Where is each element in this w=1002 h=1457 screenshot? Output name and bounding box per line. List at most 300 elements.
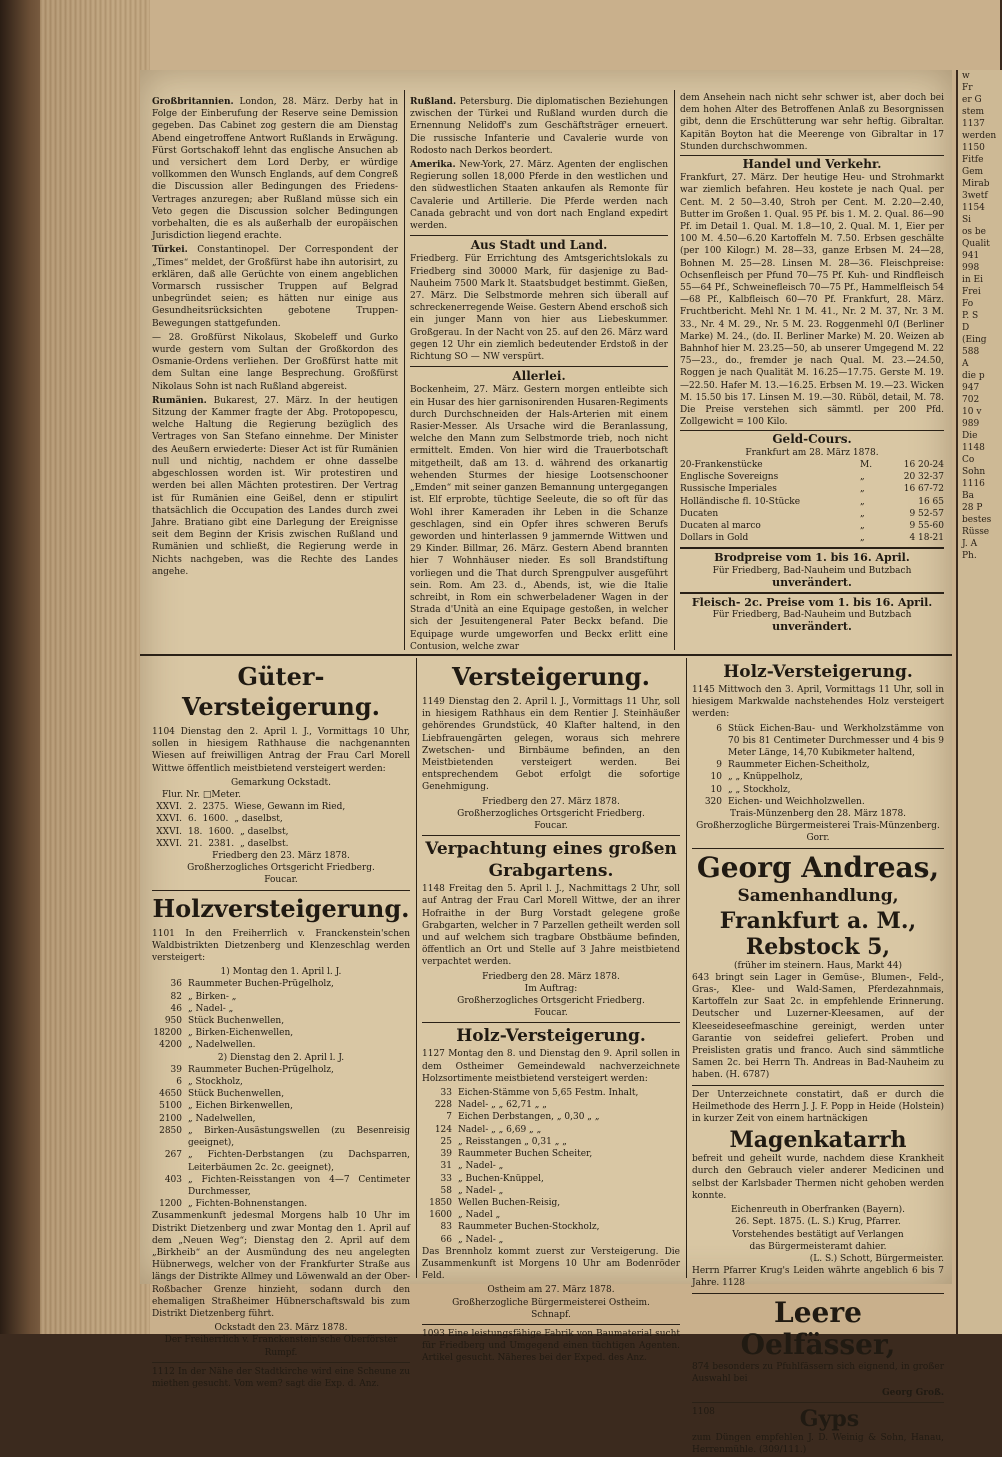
ad-holz-item-cell: Stück Buchenwellen, <box>188 1089 285 1100</box>
news-allerlei: Bockenheim, 27. März. Gestern morgen entleibte sich ein Husar des hier garnisonirenden Husaren-Regiments durch Durchschneiden der Hals-Arterien mit einem Rasier-Messer. Als Ursache wird die Beranlassung, welche den Mann zum Selbstmorde trieb, noch nicht ermittelt. Emden. Von hier wird die Trauerbotschaft mitgetheilt, daß am 13. d. während des orkanartig wehenden Sturmes der hiesige Lootsenschooner „Emden“ mit seiner ganzen Bemannung untergegangen ist. Elf erprobte, tüchtige Seeleute, die so oft für das Wohl ihrer Kameraden ihr Leben in die Schanze geschlagen, sind ein Opfer ihres schweren Berufs geworden und hinterlassen 9 jammernde Wittwen und 29 Kinder. Billmar, 26. März. Gestern Abend brannten hier 7 Wohnhäuser nieder. Es soll Brandstiftung vorliegen und die That durch Sprengpulver ausgeführt sein. Rom. Am 23. d., Abends, ist, wie die Italie schreibt, in Rom ein schwerbeladener Wagen in der Strada d'Unità an eine Equipage gestoßen, in welcher sich der Jesuitengeneral Pater Beckx befand. Die Equipage wurde umgeworfen und Beckx erlitt eine Contusion, welche zwar <box>410 385 668 652</box>
ad-ostheim-item <box>422 1148 680 1160</box>
ad-ostheim-item <box>422 1111 680 1123</box>
next-page-fragment: 1116 <box>962 479 985 489</box>
heading-america: Amerika. <box>410 160 456 171</box>
ad-gueter-row-cell: 1600. <box>208 826 235 837</box>
ad-trais-sign: Großherzogliche Bürgermeisterei Trais-Münzenberg. <box>696 821 940 832</box>
geld-cours-date: Frankfurt am 28. März 1878. <box>745 447 879 458</box>
geld-cours-currency: Englische Sovereigns <box>680 472 779 483</box>
ad-holz-item-cell: 6 <box>176 1077 182 1088</box>
geld-cours-unit: „ <box>860 508 865 519</box>
next-page-fragment: Si <box>962 215 972 225</box>
ad-trais-item-cell: Stück Eichen-Bau- und Werkholzstämme von 70 bis 81 Centimeter Durchmesser und 4 bis 9 Meter Länge, 14,70 Kubikmeter haltend, <box>728 723 944 759</box>
ad-holz-item-cell: 82 <box>170 991 182 1002</box>
news-america: Amerika. New-York, 27. März. Agenten der englischen Regierung sollen 18,000 Pferde in den westlichen und den südwestlichen Staaten ankaufen als Remonte für Cavalerie und Artillerie. Die Pferde werden nach Canada gebracht und von dort nach England expedirt werden. <box>410 160 668 232</box>
heading-allerlei: Allerlei. <box>512 369 566 384</box>
ad-gueter-row-cell: 2. <box>188 802 197 813</box>
ad-magen-sign: (L. S.) Schott, Bürgermeister. <box>809 1253 944 1264</box>
heading-verpachtung: Verpachtung eines großen <box>425 839 677 860</box>
ad-verpachtung-date: Friedberg den 28. März 1878. <box>482 971 620 982</box>
next-page-fragment: Frei <box>962 287 981 297</box>
ads-column-2 <box>422 660 680 1364</box>
next-page-fragment: Gem <box>962 167 984 177</box>
ad-trais-item-cell: 6 <box>716 723 722 734</box>
geld-cours-row <box>680 532 944 544</box>
ads-column-1 <box>152 660 410 1389</box>
ad-ostheim-item <box>422 1173 680 1185</box>
ad-fabrik: 1093 Eine leistungsfähige Fabrik von Baumaterial sucht für Friedberg und Umgegend einen tüchtigen Agenten. Artikel gesucht. Näheres bei der Exped. des Anz. <box>422 1328 680 1364</box>
ad-ostheim-item-cell: „ Reisstangen „ 0,31 „ „ <box>458 1136 567 1147</box>
next-page-fragment: Die <box>962 431 978 441</box>
ad-gyps-header <box>692 1406 944 1432</box>
news-gibraltar: dem Ansehein nach nicht sehr schwer ist, aber doch bei dem hohen Alter des Betroffenen Anlaß zu Besorgnissen gibt, denn die Erschütterung war sehr heftig. Gibraltar. Kapitän Boyton hat die Meerenge von Gibraltar in 17 Stunden durchschwommen. <box>680 93 944 152</box>
ad-holz-item <box>152 1027 410 1039</box>
ad-ostheim-item-cell: 228 <box>434 1100 452 1111</box>
ad-trais-item-cell: „ „ Knüppelholz, <box>728 772 803 783</box>
ad-holz-item <box>152 1198 410 1210</box>
column-divider <box>404 90 405 650</box>
heading-gueter-versteigerung: Güter-Versteigerung. <box>181 662 381 721</box>
next-page-fragment: bestes <box>962 515 992 525</box>
news-britain: Großbritannien. London, 28. März. Derby hat in Folge der Einberufung der Reserve seine Demission gegeben. Das Cabinet zog gestern die am Dienstag Abend eingetroffene Antwort Rußlands in Erwägung. Fürst Gortschakoff lehnt das englische Ansuchen ab und versichert dem Lord Derby, er würdige vollkommen den Wunsch Englands, auf dem Congreß die Discussion aller Bedingungen des Friedens-Vertrages anzuregen; aber Rußland müsse sich ein Veto gegen die Discussion solcher Bedingungen vorbehalten, die es als außerhalb der europäischen Jurisdiction liegend erachte. <box>152 97 398 242</box>
geld-cours-currency: Holländische fl. 10-Stücke <box>680 496 801 507</box>
geld-cours-row <box>680 520 944 532</box>
ad-ostheim-item <box>422 1124 680 1136</box>
ad-gueter-row-cell: XXVI. <box>156 814 182 825</box>
geld-cours-value: 9 52-57 <box>909 508 944 519</box>
next-page-fragment: Rüsse <box>962 527 990 537</box>
ad-ostheim-item-cell: „ Nadel- „ <box>458 1161 504 1172</box>
next-page-fragment: os be <box>962 227 986 237</box>
ad-ostheim-item-cell: 31 <box>440 1161 452 1172</box>
ad-trais-item <box>692 771 944 783</box>
ad-trais-item <box>692 796 944 808</box>
ad-ostheim-item-cell: 33 <box>440 1173 452 1184</box>
ad-ostheim-item-cell: „ Nadel- „ <box>458 1234 504 1245</box>
ad-gueter-row <box>152 801 410 813</box>
ad-ostheim-text: 1127 Montag den 8. und Dienstag den 9. April sollen in dem Ostheimer Gemeindewald nachverzeichnete Holzsortimente meistbietend versteigert werden: <box>422 1049 680 1084</box>
next-page-fragment: Fitfe <box>962 155 984 165</box>
ad-oelfaesser-name: Georg Groß. <box>882 1387 944 1398</box>
ad-gyps-text: zum Düngen empfehlen J. D. Weinig & Sohn, Hanau, Herrenmühle. (309/111.) <box>692 1433 944 1456</box>
heading-grabgartens: Grabgartens. <box>488 861 614 882</box>
ad-versteigerung-sign: Großherzogliches Ortsgericht Friedberg. <box>457 808 645 819</box>
divider-line <box>422 835 680 836</box>
ad-holz-item-cell: „ Fichten-Bohnenstangen. <box>188 1199 308 1210</box>
column-divider <box>674 90 675 650</box>
ad-ostheim-item-cell: 25 <box>440 1136 452 1147</box>
ad-gueter-row-cell: XXVI. <box>156 838 182 849</box>
next-page-fragment: 588 <box>962 347 980 357</box>
geld-cours-value: 4 18-21 <box>909 533 944 544</box>
ad-ostheim-item <box>422 1221 680 1233</box>
ad-holz-item-cell: „ Birken-Eichenwellen, <box>188 1028 294 1039</box>
ad-holz-item <box>152 991 410 1003</box>
ad-gyps-heading: Gyps <box>799 1406 860 1433</box>
ad-georg-andreas-text: 643 bringt sein Lager in Gemüse-, Blumen-, Feld-, Gras-, Klee- und Wald-Samen, Pferdezahnmais, Kartoffeln zur Saat 2c. in empfehlende Erinnerung. Deutscher und Luzerner-Kleesamen, auf der Kleeseideseefmaschine gereinigt, werden unter Garantie von seidefrei geliefert. Proben und Preislisten gratis und franco. Auch sind sämmtliche Samen 2c. bei Herrn Th. Andreas in Bad-Nauheim zu haben. (H. 6787) <box>692 972 944 1081</box>
geld-cours-unit: M. <box>860 459 873 470</box>
ad-oelfaesser-text: 874 besonders zu Pfuhlfässern sich eignend, in großer Auswahl bei <box>692 1361 944 1384</box>
geld-cours-value: 16 67-72 <box>903 484 944 495</box>
ad-ostheim-item-cell: Eichen-Stämme von 5,65 Festm. Inhalt, <box>458 1088 639 1099</box>
ad-trais-item <box>692 759 944 771</box>
brodpreise-heading: Brodpreise vom 1. bis 16. April. <box>714 551 910 565</box>
heading-holz-versteigerung-trais: Holz-Versteigerung. <box>723 662 913 682</box>
ad-holz-text: 1101 In den Freiherrlich v. Franckenstein'schen Waldbistrikten Dietzenberg und Klenzeschlag werden versteigert: <box>152 928 410 964</box>
heading-russia: Rußland. <box>410 97 457 107</box>
ad-ostheim-item-cell: Nadel- „ „ 6,69 „ „ <box>458 1124 542 1135</box>
ad-holz-item-cell: 950 <box>164 1016 182 1027</box>
divider-line <box>680 155 944 156</box>
next-page-fragment: stem <box>962 107 985 117</box>
ad-ostheim-item <box>422 1136 680 1148</box>
ad-gueter-table-head: Flur. Nr. □Meter. <box>162 790 242 801</box>
ad-ostheim-item-cell: 124 <box>434 1124 452 1135</box>
next-page-fragment: Ph. <box>962 551 977 561</box>
ad-ostheim-item <box>422 1234 680 1246</box>
ad-ostheim-item-cell: „ Buchen-Knüppel, <box>458 1173 544 1184</box>
ad-gueter-name: Foucar. <box>264 875 298 886</box>
divider-line <box>680 430 944 431</box>
ad-gueter-row-cell: 1600. <box>202 814 229 825</box>
ad-oelfaesser-heading: Leere Oelfässer, <box>740 1295 896 1361</box>
geld-cours-row <box>680 459 944 471</box>
ad-verpachtung-sign: Großherzogliches Ortsgericht Friedberg. <box>457 996 645 1007</box>
ad-gueter-row-cell: 21. <box>188 838 203 849</box>
ad-ostheim-item-cell: 1850 <box>429 1197 452 1208</box>
geld-cours-row <box>680 471 944 483</box>
ad-holz-sign: Der Freiherrlich v. Franckenstein'sche Oberförster <box>164 1335 398 1346</box>
ad-holz-item <box>152 1100 410 1112</box>
ad-trais-item-cell: 10 <box>710 784 722 795</box>
geld-cours-row <box>680 508 944 520</box>
ad-magen-confirm: Vorstehendes bestätigt auf Verlangen <box>732 1229 904 1240</box>
next-page-fragment: A <box>962 359 969 369</box>
ad-holz-item-cell: 2100 <box>159 1113 182 1124</box>
brodpreise-text: Für Friedberg, Bad-Nauheim und Butzbach <box>712 565 912 576</box>
brodpreise-tail: unverändert. <box>772 575 852 589</box>
ad-gueter-row-cell: 2381. <box>208 838 235 849</box>
ad-trais-item-cell: 9 <box>716 760 722 771</box>
ad-gueter-row-cell: „ daselbst. <box>240 838 289 849</box>
divider-line <box>692 1402 944 1403</box>
column-news-1 <box>152 96 398 652</box>
ad-scheune: 1112 In der Nähe der Stadtkirche wird eine Scheune zu miethen gesucht. Vom wem? sagt die Exp. d. Anz. <box>152 1366 410 1389</box>
ad-holz-item-cell: 4200 <box>159 1040 182 1051</box>
ad-georg-andreas-business: Samenhandlung, <box>737 885 899 906</box>
ad-versteigerung-name: Foucar. <box>534 821 568 832</box>
ad-magen-note: Herrn Pfarrer Krug's Leiden währte angeblich 6 bis 7 Jahre. 1128 <box>692 1266 944 1289</box>
ad-trais-item <box>692 723 944 760</box>
heading-handel: Handel und Verkehr. <box>742 157 882 172</box>
next-page-fragment: 1148 <box>962 443 985 453</box>
next-page-fragment: er G <box>962 95 982 105</box>
ad-holz-item <box>152 978 410 990</box>
column-news-2 <box>410 96 668 652</box>
fleischpreise-text: Für Friedberg, Bad-Nauheim und Butzbach <box>712 610 912 621</box>
ad-holz-tail: Zusammenkunft jedesmal Morgens halb 10 Uhr im Distrikt Dietzenberg und zwar Montag den 1. April auf dem „Neuen Weg“; Dienstag den 2. April auf dem „Birkheib“ an der Ausmündung des neu angelegten Hübnerwegs, welcher von der Frankfurter Straße aus längs der Distrikte Allmey und Löwenwald an der Ober-Roßbacher Grenze hinzieht, sodann durch den ehemaligen Straßheimer Hübnerschaftswald bis zum Distrikt Dietzenberg führt. <box>152 1211 410 1319</box>
ad-trais-item-cell: „ „ Stockholz, <box>728 784 791 795</box>
ad-ostheim-item-cell: 7 <box>446 1112 452 1123</box>
ad-holz-item-cell: „ Fichten-Reisstangen von 4—7 Centimeter Durchmesser, <box>188 1174 410 1197</box>
ad-ostheim-item-cell: „ Nadel „ <box>458 1210 501 1221</box>
ad-gueter-row-cell: XXVI. <box>156 802 182 813</box>
divider-line <box>692 848 944 849</box>
ad-holz-item-cell: Stück Buchenwellen, <box>188 1016 285 1027</box>
fleischpreise-tail: unverändert. <box>772 620 852 634</box>
ad-ostheim-sign: Großherzogliche Bürgermeisterei Ostheim. <box>452 1297 650 1308</box>
ad-holz-item <box>152 1064 410 1076</box>
heading-holz-versteigerung-ostheim: Holz-Versteigerung. <box>456 1026 646 1047</box>
heading-versteigerung: Versteigerung. <box>451 662 651 691</box>
ad-holz-item-cell: 36 <box>170 979 182 990</box>
ad-holz-item-cell: „ Nadelwellen, <box>188 1113 256 1124</box>
next-page-fragment: 28 P <box>962 503 983 513</box>
ad-gueter-row-cell: 18. <box>188 826 203 837</box>
newspaper-page <box>140 70 952 1456</box>
ad-ostheim-item <box>422 1185 680 1197</box>
divider-line <box>422 1022 680 1023</box>
ad-ostheim-item <box>422 1087 680 1099</box>
geld-cours-currency: Ducaten al marco <box>680 520 761 531</box>
ad-ostheim-item <box>422 1197 680 1209</box>
divider-line <box>692 1293 944 1294</box>
section-divider <box>140 654 952 656</box>
ad-gueter-date: Friedberg den 23. März 1878. <box>212 851 350 862</box>
ad-holz-item-cell: „ Birken- „ <box>188 991 237 1002</box>
next-page-fragment: Co <box>962 455 975 465</box>
ad-ostheim-item-cell: 39 <box>440 1149 452 1160</box>
geld-cours-unit: „ <box>860 484 865 495</box>
ad-trais-list <box>692 723 944 808</box>
ad-ostheim-item <box>422 1209 680 1221</box>
ad-holz-item <box>152 1125 410 1149</box>
ad-trais-item-cell: 10 <box>710 772 722 783</box>
ad-holz-item <box>152 1149 410 1173</box>
ad-magenkatarrh-heading: Magenkatarrh <box>729 1127 907 1154</box>
ad-holz-item <box>152 1113 410 1125</box>
ad-versteigerung-text: 1149 Dienstag den 2. April l. J., Vormittags 11 Uhr, soll in hiesigem Rathhaus ein dem Rentier J. Steinhäußer gehörendes Grundstück, 40 Klafter haltend, in den Liebfrauengärten gelegen, woraus sich mehrere Zwetschen- und Birnbäume befinden, an den Meistbietenden versteigert werden. Bei entsprechendem Gebot erfolgt die sofortige Genehmigung. <box>422 697 680 793</box>
divider-line <box>152 1362 410 1363</box>
heading-romania: Rumänien. <box>152 395 207 406</box>
ad-holz-date: Ockstadt den 23. März 1878. <box>214 1323 348 1334</box>
ad-ostheim-item-cell: „ Nadel- „ <box>458 1185 504 1196</box>
ad-gueter-row-cell: 2375. <box>202 802 229 813</box>
divider-line <box>152 890 410 891</box>
ad-ostheim-item-cell: Eichen Derbstangen, „ 0,30 „ „ <box>458 1112 600 1123</box>
ad-magen-date: 26. Sept. 1875. (L. S.) Krug, Pfarrer. <box>735 1217 901 1228</box>
heading-aus-stadt-und-land: Aus Stadt und Land. <box>470 238 608 253</box>
ad-holz-item <box>152 1076 410 1088</box>
next-page-fragment: die p <box>962 371 985 381</box>
ad-holz-item-cell: 4650 <box>159 1089 182 1100</box>
ad-ostheim-item-cell: 1600 <box>429 1210 452 1221</box>
ad-holz-item <box>152 1039 410 1051</box>
next-page-fragment: 1154 <box>962 203 985 213</box>
divider-line <box>410 235 668 236</box>
ad-holz-item-cell: „ Stockholz, <box>188 1077 243 1088</box>
ad-magen-text: befreit und geheilt wurde, nachdem diese Krankheit durch den Gebrauch vieler anderer Medicinen und selbst der Karlsbader Thermen nicht gehoben werden konnte. <box>692 1154 944 1201</box>
geld-cours-value: 16 20-24 <box>903 459 944 470</box>
ad-gueter-row-cell: „ daselbst, <box>240 826 289 837</box>
news-turkey-2: — 28. Großfürst Nikolaus, Skobeleff und Gurko wurde gestern vom Sultan der Großkordon des Osmanie-Ordens verliehen. Der Großfürst hatte mit dem Sultan eine lange Besprechung. Großfürst Nikolaus Sohn ist nach Rußland abgereist. <box>152 332 398 392</box>
ad-ostheim-item <box>422 1160 680 1172</box>
geld-cours-currency: 20-Frankenstücke <box>680 459 763 470</box>
next-page-fragment: 941 <box>962 251 980 261</box>
geld-cours-row <box>680 496 944 508</box>
ad-holz-item <box>152 1088 410 1100</box>
ad-holz-list-1 <box>152 978 410 1051</box>
geld-cours-unit: „ <box>860 472 865 483</box>
ad-gueter-text: 1104 Dienstag den 2. April l. J., Vormittags 10 Uhr, sollen in hiesigem Rathhause die nachgenannten Wiesen auf freiwilligen Antrag der Frau Carl Morell Wittwe öffentlich meistbietend versteigert werden: <box>152 727 410 774</box>
news-russia: Rußland. Petersburg. Die diplomatischen Beziehungen zwischen der Türkei und Rußland wurden durch die Ernennung Nelidoff's zum Geschäftsträger erneuert. Die russische Infanterie und Cavalerie wurde von Rodosto nach Derkos beordert. <box>410 97 668 156</box>
ad-ostheim-list <box>422 1087 680 1246</box>
divider-line <box>680 592 944 594</box>
ad-ostheim-item-cell: Wellen Buchen-Reisig, <box>458 1197 561 1208</box>
market-report: Frankfurt, 27. März. Der heutige Heu- und Strohmarkt war ziemlich befahren. Heu kostete je nach Qual. per Cent. M. 2 50—3.40, Stroh per Cent. M. 2.20—2.40, Butter im Großen 1. Qual. 95 Pf. bis 1. M. 2. Qual. 86—90 Pf. im Detail 1. Qual. M. 1.8—10, 2. Qual. M. 1, Eier per 100 M. 4.50—6.20 Kartoffeln M. 7.50. Erbsen geschälte (per 100 Kilogr.) M. 28—33, ganze Erbsen M. 24—28, Bohnen M. 25—28. Linsen M. 28—36. Fleischpreise: Ochsenfleisch per Pfund 70—75 Pf. Kuh- und Rindfleisch 55—64 Pf., Schweinefleisch 70—75 Pf., Hammelfleisch 54—68 Pf., Kalbfleisch 60—70 Pf. Frankfurt, 28. März. Fruchtbericht. Mehl Nr. 1 M. 41., Nr. 2 M. 37, Nr. 3 M. 33., Nr. 4 M. 29., Nr. 5 M. 23. Roggenmehl 0/I (Berliner Marke) M. 24., (do. II. Berliner Marke) M. 20. Weizen ab Bahnhof hier M. 23.25—50, ab unserer Umgegend M. 22 75—23., do., fremder je nach Qual. M. 23.—24.50, Roggen je nach Qualität M. 16.25—17.75. Gerste M. 19.—22.50. Hafer M. 13.—16.25. Erbsen M. 19.—23. Wicken M. 15.50 bis 17. Linsen M. 19.—30. Rüböl, detail, M. 78. Die Preise verstehen sich sämmtl. per 200 Pfd. Zollgewicht = 100 Kilo. <box>680 173 944 428</box>
ad-trais-item <box>692 784 944 796</box>
column-divider <box>686 658 687 1278</box>
ad-georg-andreas-name: Georg Andreas, <box>696 850 940 884</box>
ad-trais-item-cell: Raummeter Eichen-Scheitholz, <box>728 760 870 771</box>
ads-column-3 <box>692 660 944 1456</box>
ad-gueter-row <box>152 826 410 838</box>
ad-holz-item <box>152 1003 410 1015</box>
heading-britain: Großbritannien. <box>152 97 234 107</box>
ad-gueter-gemarkung: Gemarkung Ockstadt. <box>230 777 332 788</box>
heading-geld-cours: Geld-Cours. <box>772 432 852 447</box>
ad-gueter-sign: Großherzogliches Ortsgericht Friedberg. <box>187 863 375 874</box>
news-stadt-land: Friedberg. Für Errichtung des Amtsgerichtslokals zu Friedberg sind 30000 Mark, für dasjenige zu Bad-Nauheim 7500 Mark lt. Staatsbudget bestimmt. Gießen, 27. März. Die Selbstmorde mehren sich überall auf schreckenerregende Weise. Gestern Abend erschoß sich ein junger Mann von hier aus Liebeskummer. Großgerau. In der Nacht von 25. auf den 26. März ward gegen 12 Uhr ein ziemlich bedeutender Erdstoß in der Richtung SO — NW verspürt. <box>410 254 668 363</box>
ad-ostheim-item-cell: 66 <box>440 1234 452 1245</box>
ad-trais-item-cell: Eichen- und Weichholzwellen. <box>728 796 865 807</box>
next-page-fragment: 702 <box>962 395 980 405</box>
heading-holzversteigerung: Holzversteigerung. <box>152 893 410 923</box>
ad-holz-item-cell: 2850 <box>159 1125 182 1136</box>
ad-verpachtung-text: 1148 Freitag den 5. April l. J., Nachmittags 2 Uhr, soll auf Antrag der Frau Carl Morell Wittwe, der an ihrer Hofraithe in der Burg Vorstadt gelegene große Grabgarten, welcher in 7 Parzellen getheilt werden soll und auf welchem sich tragbare Obstbäume befinden, öffentlich an Ort und Stelle auf 3 Jahre meistbietend verpachtet werden. <box>422 884 680 968</box>
next-page-fragment: Ba <box>962 491 974 501</box>
ad-holz-item-cell: 403 <box>164 1174 182 1185</box>
next-page-fragment: 998 <box>962 263 980 273</box>
ad-ostheim-item-cell: Raummeter Buchen-Stockholz, <box>458 1222 600 1233</box>
geld-cours-unit: „ <box>860 520 865 531</box>
ad-holz-item-cell: 267 <box>164 1150 182 1161</box>
divider-line <box>680 547 944 549</box>
ad-ostheim-name: Schnapf. <box>531 1309 571 1320</box>
ad-holz-name: Rumpf. <box>264 1347 298 1358</box>
book-spine <box>40 0 150 1334</box>
next-page-fragment: werden <box>962 131 997 141</box>
ad-verpachtung-name: Foucar. <box>534 1008 568 1019</box>
column-divider <box>416 658 417 1278</box>
ad-ostheim-item-cell: Nadel- „ „ 62,71 „ „ <box>458 1100 547 1111</box>
geld-cours-table <box>680 459 944 544</box>
ad-gueter-row <box>152 838 410 850</box>
ad-ostheim-tail: Das Brennholz kommt zuerst zur Versteigerung. Die Zusammenkunft ist Morgens 10 Uhr am Bodenröder Feld. <box>422 1246 680 1282</box>
ad-gueter-row-cell: XXVI. <box>156 826 182 837</box>
ad-gueter-row <box>152 813 410 825</box>
next-page-fragment: J. A <box>962 539 978 549</box>
divider-line <box>410 366 668 367</box>
next-page-fragment: Mirab <box>962 179 990 189</box>
next-page-fragment: 1137 <box>962 119 985 129</box>
ad-magen-intro: Der Unterzeichnete constatirt, daß er durch die Heilmethode des Herrn J. J. F. Popp in Heide (Holstein) in kurzer Zeit von einem hartnäckigen <box>692 1089 944 1125</box>
news-romania: Rumänien. Bukarest, 27. März. In der heutigen Sitzung der Kammer fragte der Abg. Protopopescu, welche Haltung die Regierung bezüglich des Vertrages von San Stefano einnehme. Der Minister des Aeußern erwiederte: Dieser Act ist für Rumänien null und nichtig, nachdem er ohne dasselbe abgeschlossen worden ist. Wir protestiren und werden bei allen Mächten protestiren. Der Vertrag ist für Rumänien eine Geißel, denn er stipulirt thatsächlich die Occupation des Landes durch zwei Jahre. Bratiano gibt eine Darlegung der Ereignisse seit dem Beginn der Krisis zwischen Rußland und Rumänien und schließt, die Regierung werde in Nichts nachgeben, was die Rechte des Landes angehe. <box>152 395 398 577</box>
ad-holz-day-1: 1) Montag den 1. April l. J. <box>220 967 342 978</box>
geld-cours-value: 9 55-60 <box>909 520 944 531</box>
next-page-fragment: 3wetf <box>962 191 988 201</box>
ad-holz-item <box>152 1015 410 1027</box>
column-news-3 <box>680 92 944 652</box>
next-page-fragment: in Ei <box>962 275 983 285</box>
ad-gueter-row-cell: 6. <box>188 814 197 825</box>
ad-georg-andreas-address: Frankfurt a. M., Rebstock 5, <box>719 907 917 960</box>
ad-georg-andreas-former: (früher im steinern. Haus, Markt 44) <box>733 960 902 971</box>
ad-gueter-row-cell: Wiese, Gewann im Ried, <box>234 802 346 813</box>
geld-cours-currency: Russische Imperiales <box>680 484 777 495</box>
ad-versteigerung-date: Friedberg den 27. März 1878. <box>482 796 620 807</box>
ad-holz-item-cell: „ Birken-Ausästungswellen (zu Besenreisig geeignet), <box>188 1125 410 1149</box>
next-page-fragment: Fo <box>962 299 974 309</box>
next-page-fragment: 10 v <box>962 407 982 417</box>
ad-trais-name: Gorr. <box>806 833 830 844</box>
ad-holz-item-cell: 1200 <box>159 1199 182 1210</box>
next-page-edge <box>956 70 1002 1334</box>
ad-holz-item <box>152 1174 410 1198</box>
next-page-fragment: 947 <box>962 383 980 393</box>
ad-holz-item-cell: 18200 <box>153 1028 182 1039</box>
next-page-fragment: Sohn <box>962 467 986 477</box>
ad-verpachtung-auftrag: Im Auftrag: <box>524 983 578 994</box>
ad-holz-list-2 <box>152 1064 410 1210</box>
ad-holz-item-cell: 39 <box>170 1064 182 1075</box>
fleischpreise-heading: Fleisch- 2c. Preise vom 1. bis 16. April. <box>691 595 933 609</box>
ad-holz-item-cell: „ Eichen Birkenwellen, <box>188 1101 293 1112</box>
ad-trais-date: Trais-Münzenberg den 28. März 1878. <box>729 809 907 820</box>
geld-cours-value: 20 32-37 <box>903 472 944 483</box>
next-page-fragment: (Eing <box>962 335 987 345</box>
geld-cours-unit: „ <box>860 496 865 507</box>
divider-line <box>692 1085 944 1086</box>
heading-turkey: Türkei. <box>152 245 188 256</box>
ad-holz-item-cell: Raummeter Buchen-Prügelholz, <box>188 1064 334 1075</box>
ad-magen-office: das Bürgermeisteramt dahier. <box>749 1241 887 1252</box>
ad-gyps-number: 1108 <box>692 1407 715 1418</box>
ad-trais-text: 1145 Mittwoch den 3. April, Vormittags 11 Uhr, soll in hiesigem Markwalde nachstehendes Holz versteigert werden: <box>692 685 944 720</box>
ad-gueter-row-cell: „ daselbst, <box>234 814 283 825</box>
next-page-fragment: P. S <box>962 311 979 321</box>
ad-ostheim-date: Ostheim am 27. März 1878. <box>487 1285 615 1296</box>
ad-holz-item-cell: „ Nadel- „ <box>188 1003 234 1014</box>
ad-holz-item-cell: 46 <box>170 1003 182 1014</box>
next-page-fragment: w <box>962 71 970 81</box>
geld-cours-unit: „ <box>860 533 865 544</box>
news-turkey: Türkei. Constantinopel. Der Correspondent der „Times“ meldet, der Großfürst habe ihn autorisirt, zu erklären, daß alle Gerüchte von einem angeblichen Vormarsch russischer Truppen auf Belgrad unbegründet seien; es hätten nur einige aus Gesundheitsrücksichten gebotene Truppen-Bewegungen stattgefunden. <box>152 245 398 329</box>
ad-holz-item-cell: Raummeter Buchen-Prügelholz, <box>188 979 334 990</box>
next-page-fragment: 989 <box>962 419 980 429</box>
ad-ostheim-item <box>422 1099 680 1111</box>
geld-cours-row <box>680 483 944 495</box>
geld-cours-value: 16 65 <box>918 496 944 507</box>
ad-ostheim-item-cell: 58 <box>440 1185 452 1196</box>
ad-ostheim-item-cell: Raummeter Buchen Scheiter, <box>458 1149 593 1160</box>
next-page-fragment: Qualit <box>962 239 990 249</box>
next-page-fragment: 1150 <box>962 143 985 153</box>
ad-ostheim-item-cell: 33 <box>440 1088 452 1099</box>
next-page-fragment: Fr <box>962 83 973 93</box>
divider-line <box>422 1324 680 1325</box>
geld-cours-currency: Dollars in Gold <box>680 533 749 544</box>
